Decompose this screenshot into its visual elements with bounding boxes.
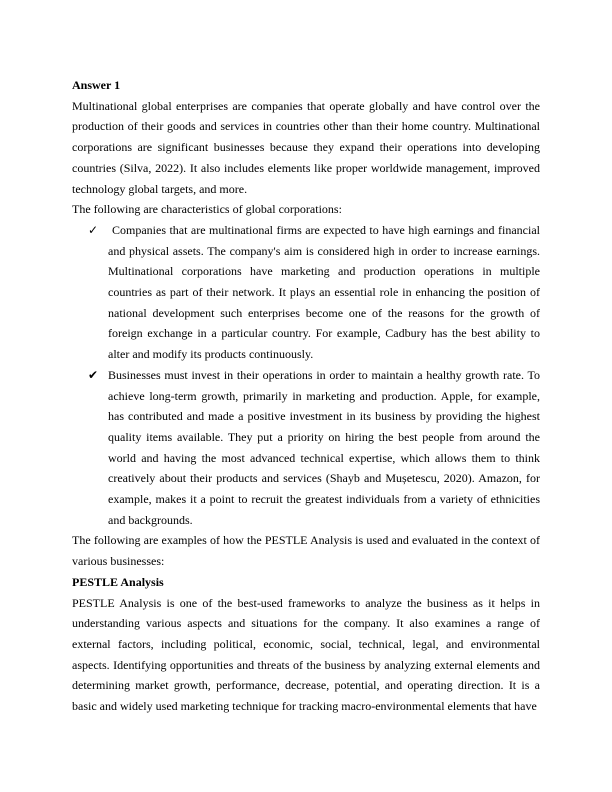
- document-page: [72, 75, 540, 717]
- heavy-check-icon: ✔: [88, 367, 99, 382]
- answer-heading: Answer 1: [72, 78, 121, 92]
- bullet-text: Companies that are multinational firms are expected to have high earnings and financial and physical assets. The company's aim is considered high in order to increase earnings. Multinational corporations have marketing and production operations in multiple countries as part of their network. It plays an essential role in enhancing the position of national development such enterprises become one of the reasons for the growth of foreign exchange in a particular country. For example, Cadbury has the best ability to alter and modify its products continuously.: [108, 222, 540, 362]
- characteristics-list: [72, 220, 540, 531]
- pestle-heading: PESTLE Analysis: [72, 574, 164, 589]
- list-item: [88, 220, 540, 365]
- pestle-lead: The following are examples of how the PESTLE Analysis is used and evaluated in the context of various businesses:: [72, 533, 540, 569]
- characteristics-lead: The following are characteristics of global corporations:: [72, 202, 342, 217]
- pestle-paragraph: PESTLE Analysis is one of the best-used frameworks to analyze the business as it helps in understanding various aspects and situations for the company. It also examines a range of external factors, including political, economic, social, technical, legal, and environmental aspects. Identifying opportunities and threats of the business by analyzing external elements and determining market growth, performance, decrease, potential, and operating direction. It is a basic and widely used marketing technique for tracking macro-environmental elements that have: [72, 595, 540, 714]
- list-item: [88, 365, 540, 531]
- bullet-text: Businesses must invest in their operations in order to maintain a healthy growth rate. To achieve long-term growth, primarily in marketing and production. Apple, for example, has contributed and made a positive investment in its business by providing the highest quality items available. They put a priority on hiring the best people from around the world and having the most advanced technical expertise, which allows them to think creatively about their products and services (Shayb and Mușetescu, 2020). Amazon, for example, makes it a point to recruit the greatest individuals from a variety of ethnicities and backgrounds.: [108, 367, 540, 527]
- intro-paragraph: Multinational global enterprises are companies that operate globally and have control over the production of their goods and services in countries other than their home country. Multinational corporations are significant businesses because they expand their operations into developing countries (Silva, 2022). It also includes elements like proper worldwide management, improved technology global targets, and more.: [72, 98, 540, 196]
- check-icon: ✓: [88, 222, 99, 237]
